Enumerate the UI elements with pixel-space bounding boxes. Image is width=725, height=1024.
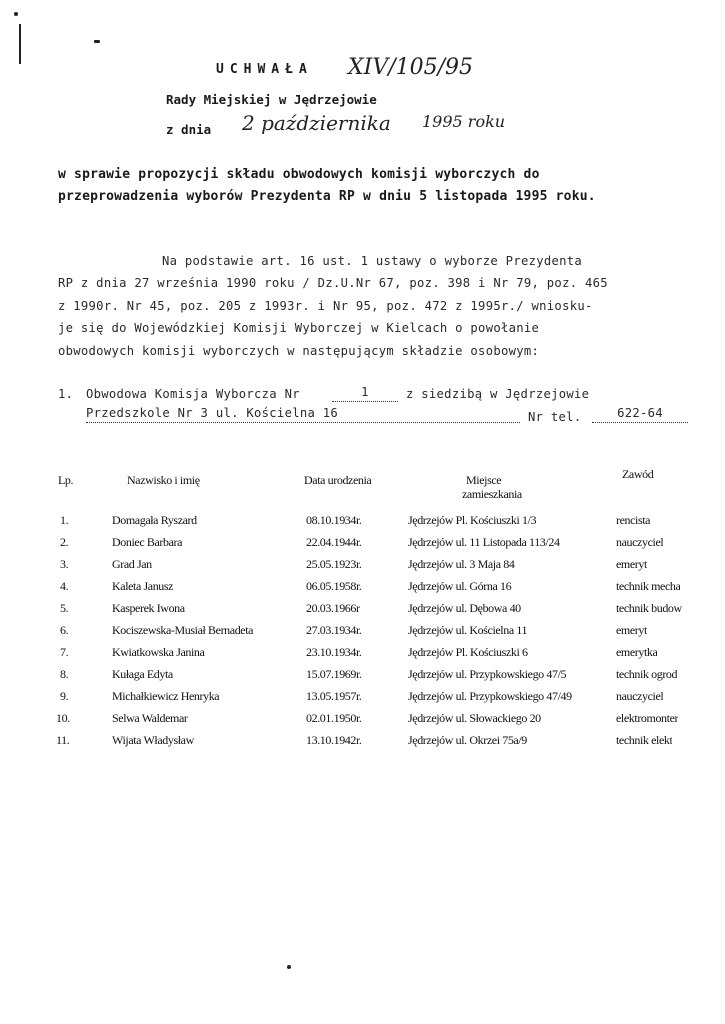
resolution-number: XIV/105/95: [348, 55, 474, 80]
header-name: Nazwisko i imię: [127, 473, 200, 487]
row-profession: elektromonter: [616, 711, 679, 725]
phone-value: 622-64: [617, 406, 663, 420]
body-line-1: Na podstawie art. 16 ust. 1 ustawy o wyborze Prezydenta: [162, 254, 583, 268]
row-lp: 9.: [60, 689, 69, 703]
row-name: Kwiatkowska Janina: [112, 645, 205, 659]
body-line-4: je się do Wojewódzkiej Komisji Wyborczej w Kielcach o powołanie: [58, 321, 540, 335]
issuer: Rady Miejskiej w Jędrzejowie: [166, 92, 377, 107]
row-birth: 02.01.1950r.: [306, 711, 362, 725]
row-birth: 23.10.1934r.: [306, 645, 362, 659]
row-address: Jędrzejów Pl. Kościuszki 1/3: [408, 513, 537, 527]
row-name: Michałkiewicz Henryka: [112, 689, 220, 703]
row-profession: rencista: [616, 513, 651, 527]
commission-location-value: Przedszkole Nr 3 ul. Kościelna 16: [86, 406, 339, 420]
scan-mark-top-left: [14, 12, 18, 16]
row-profession: emerytka: [616, 645, 658, 659]
row-lp: 6.: [60, 623, 69, 637]
row-profession: emeryt: [616, 623, 647, 637]
row-profession: technik ogrod: [616, 667, 678, 681]
row-profession: technik mecha: [616, 579, 681, 593]
body-line-2: RP z dnia 27 września 1990 roku / Dz.U.Nr 67, poz. 398 i Nr 79, poz. 465: [58, 276, 608, 290]
row-profession: emeryt: [616, 557, 647, 571]
row-name: Doniec Barbara: [112, 535, 183, 549]
commission-number: [332, 383, 398, 402]
row-birth: 13.10.1942r.: [306, 733, 362, 747]
row-birth: 25.05.1923r.: [306, 557, 362, 571]
header-place-1: Miejsce: [466, 473, 502, 487]
scan-mark-small: [94, 40, 100, 43]
row-lp: 3.: [60, 557, 69, 571]
row-birth: 08.10.1934r.: [306, 513, 362, 527]
commission-location: [86, 404, 520, 423]
row-address: Jędrzejów ul. Przypkowskiego 47/5: [408, 667, 567, 681]
commission-seat: z siedzibą w Jędrzejowie: [406, 387, 590, 401]
row-profession: nauczyciel: [616, 535, 664, 549]
row-birth: 22.04.1944r.: [306, 535, 362, 549]
phone-field: [592, 404, 688, 423]
row-address: Jędrzejów ul. Przypkowskiego 47/49: [408, 689, 572, 703]
row-birth: 13.05.1957r.: [306, 689, 362, 703]
header-birth: Data urodzenia: [304, 473, 372, 487]
row-profession: technik elekt: [616, 733, 673, 747]
row-birth: 06.05.1958r.: [306, 579, 362, 593]
row-lp: 2.: [60, 535, 69, 549]
row-lp: 5.: [60, 601, 69, 615]
row-address: Jędrzejów ul. Górna 16: [408, 579, 512, 593]
commission-item-number: 1.: [58, 387, 74, 401]
row-lp: 8.: [60, 667, 69, 681]
row-name: Selwa Waldemar: [112, 711, 188, 725]
header-profession: Zawód: [622, 467, 654, 481]
row-address: Jędrzejów ul. 3 Maja 84: [408, 557, 515, 571]
row-birth: 27.03.1934r.: [306, 623, 362, 637]
header-lp: Lp.: [58, 473, 74, 487]
row-birth: 15.07.1969r.: [306, 667, 362, 681]
row-name: Domagała Ryszard: [112, 513, 197, 527]
row-name: Kociszewska-Musiał Bernadeta: [112, 623, 254, 637]
body-line-5: obwodowych komisji wyborczych w następującym składzie osobowym:: [58, 344, 540, 358]
row-address: Jędrzejów Pl. Kościuszki 6: [408, 645, 528, 659]
row-name: Wijata Władysław: [112, 733, 194, 747]
year-handwritten: 1995 roku: [422, 112, 506, 131]
document-title: UCHWAŁA: [216, 62, 313, 77]
scan-mark-bottom: [287, 965, 291, 969]
row-address: Jędrzejów ul. Dębowa 40: [408, 601, 521, 615]
row-lp: 11.: [56, 733, 70, 747]
subject-line-2: przeprowadzenia wyborów Prezydenta RP w dniu 5 listopada 1995 roku.: [58, 189, 596, 204]
subject-line-1: w sprawie propozycji składu obwodowych komisji wyborczych do: [58, 167, 540, 182]
row-address: Jędrzejów ul. Słowackiego 20: [408, 711, 541, 725]
date-prefix: z dnia: [166, 122, 212, 137]
scan-mark-vertical-line: [19, 24, 21, 64]
row-lp: 1.: [60, 513, 69, 527]
row-profession: nauczyciel: [616, 689, 664, 703]
commission-number-value: 1: [361, 385, 369, 399]
row-address: Jędrzejów ul. Kościelna 11: [408, 623, 528, 637]
header-place-2: zamieszkania: [462, 487, 522, 501]
phone-label: Nr tel.: [528, 410, 582, 424]
row-lp: 7.: [60, 645, 69, 659]
date-handwritten: 2 października: [242, 111, 391, 135]
row-name: Kasperek Iwona: [112, 601, 185, 615]
row-lp: 10.: [56, 711, 70, 725]
row-name: Kułaga Edyta: [112, 667, 173, 681]
row-birth: 20.03.1966r: [306, 601, 360, 615]
row-name: Kaleta Janusz: [112, 579, 174, 593]
commission-label: Obwodowa Komisja Wyborcza Nr: [86, 387, 300, 401]
row-address: Jędrzejów ul. Okrzei 75a/9: [408, 733, 527, 747]
body-line-3: z 1990r. Nr 45, poz. 205 z 1993r. i Nr 95, poz. 472 z 1995r./ wniosku-: [58, 299, 593, 313]
row-profession: technik budow: [616, 601, 682, 615]
row-address: Jędrzejów ul. 11 Listopada 113/24: [408, 535, 560, 549]
row-name: Grad Jan: [112, 557, 152, 571]
row-lp: 4.: [60, 579, 69, 593]
